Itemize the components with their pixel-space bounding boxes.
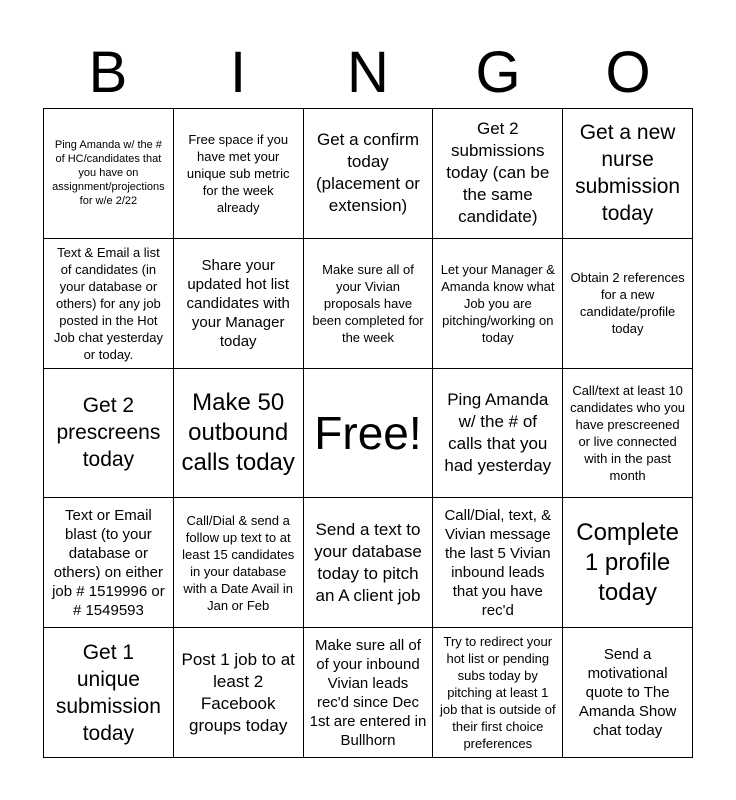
- bingo-cell[interactable]: Obtain 2 references for a new candidate/profile today: [563, 239, 693, 369]
- header-letter-i: I: [229, 40, 247, 105]
- bingo-cell[interactable]: Send a motivational quote to The Amanda Show chat today: [563, 628, 693, 758]
- bingo-cell[interactable]: Get 2 prescreens today: [44, 369, 174, 499]
- bingo-cell[interactable]: Get a new nurse submission today: [563, 109, 693, 239]
- bingo-cell[interactable]: Post 1 job to at least 2 Facebook groups today: [174, 628, 304, 758]
- bingo-cell[interactable]: Call/Dial & send a follow up text to at least 15 candidates in your database with a Date Avail in Jan or Feb: [174, 498, 304, 628]
- header-letter-g: G: [475, 40, 521, 105]
- bingo-cell[interactable]: Make sure all of of your inbound Vivian leads rec'd since Dec 1st are entered in Bullhorn: [304, 628, 434, 758]
- bingo-cell[interactable]: Get 1 unique submission today: [44, 628, 174, 758]
- bingo-header: [43, 38, 693, 108]
- bingo-cell[interactable]: Ping Amanda w/ the # of calls that you had yesterday: [433, 369, 563, 499]
- bingo-cell[interactable]: Complete 1 profile today: [563, 498, 693, 628]
- bingo-cell[interactable]: Make 50 outbound calls today: [174, 369, 304, 499]
- bingo-cell[interactable]: Call/Dial, text, & Vivian message the last 5 Vivian inbound leads that you have rec'd: [433, 498, 563, 628]
- bingo-cell[interactable]: Share your updated hot list candidates with your Manager today: [174, 239, 304, 369]
- bingo-cell[interactable]: Get 2 submissions today (can be the same candidate): [433, 109, 563, 239]
- bingo-cell[interactable]: Text or Email blast (to your database or others) on either job # 1519996 or # 1549593: [44, 498, 174, 628]
- bingo-cell[interactable]: Ping Amanda w/ the # of HC/candidates that you have on assignment/projections for w/e 2/22: [44, 109, 174, 239]
- bingo-grid: [43, 108, 693, 758]
- bingo-cell[interactable]: Send a text to your database today to pitch an A client job: [304, 498, 434, 628]
- bingo-cell[interactable]: Make sure all of your Vivian proposals have been completed for the week: [304, 239, 434, 369]
- bingo-cell[interactable]: Text & Email a list of candidates (in your database or others) for any job posted in the Hot Job chat yesterday or today.: [44, 239, 174, 369]
- header-letter-o: O: [605, 40, 651, 105]
- header-letter-n: N: [347, 40, 389, 105]
- bingo-cell[interactable]: Free space if you have met your unique sub metric for the week already: [174, 109, 304, 239]
- header-letter-b: B: [88, 40, 128, 105]
- bingo-cell[interactable]: Get a confirm today (placement or extension): [304, 109, 434, 239]
- bingo-cell[interactable]: Let your Manager & Amanda know what Job you are pitching/working on today: [433, 239, 563, 369]
- bingo-cell[interactable]: Try to redirect your hot list or pending subs today by pitching at least 1 job that is outside of their first choice preferences: [433, 628, 563, 758]
- bingo-cell[interactable]: Call/text at least 10 candidates who you have prescreened or live connected with in the past month: [563, 369, 693, 499]
- free-space-cell[interactable]: Free!: [304, 369, 434, 499]
